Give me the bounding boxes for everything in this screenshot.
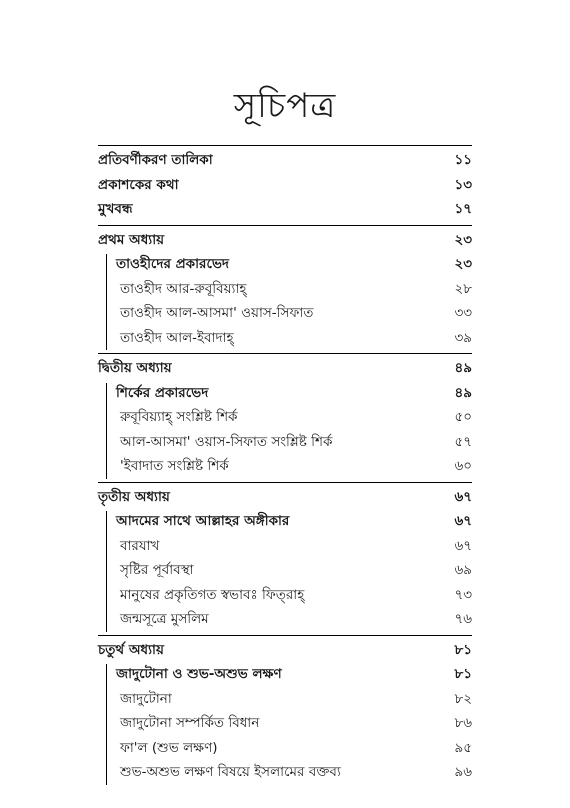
toc-entry[interactable]	[98, 687, 472, 712]
toc-entry[interactable]	[98, 148, 472, 173]
toc-entry-page-number: ২৩	[454, 231, 472, 248]
toc-entry-page-number: ৫০	[454, 409, 472, 425]
toc-entry-title: চতুর্থ অধ্যায়	[98, 641, 164, 658]
toc-entry-title: জন্মসূত্রে মুসলিম	[120, 611, 209, 627]
toc-entry-title: সৃষ্টির পূর্বাবস্থা	[120, 562, 194, 578]
toc-entry-page-number: ৫৭	[454, 433, 472, 450]
toc-entry-page-number: ১৭	[454, 201, 472, 217]
section-divider	[98, 225, 472, 226]
toc-entry-title: মানুষের প্রকৃতিগত স্বভাবঃ ফিত্‌রাহ্	[120, 586, 305, 603]
toc-entry[interactable]	[98, 736, 472, 761]
toc-entry[interactable]	[98, 760, 472, 785]
toc-entry-title: ফা'ল (শুভ লক্ষণ)	[120, 739, 218, 756]
toc-entry[interactable]	[98, 711, 472, 736]
toc-section	[98, 638, 472, 785]
toc-section	[98, 148, 472, 222]
toc-entry-page-number: ৩৯	[454, 329, 472, 346]
toc-entry-page-number: ৬০	[454, 458, 472, 474]
toc-entry-page-number: ৮১	[454, 666, 472, 682]
toc-entry-page-number: ১১	[454, 152, 472, 168]
section-indent-line	[106, 511, 107, 632]
toc-entry-title: দ্বিতীয় অধ্যায়	[98, 360, 172, 376]
toc-entry[interactable]	[98, 197, 472, 222]
toc-entry-page-number: ২৮	[454, 280, 472, 297]
toc-entry-page-number: ৭৬	[454, 611, 472, 627]
toc-entry[interactable]	[98, 534, 472, 559]
toc-entry[interactable]	[98, 454, 472, 479]
table-of-contents	[98, 142, 472, 785]
toc-entry-title: প্রকাশকের কথা	[98, 176, 179, 193]
toc-entry-page-number: ৮৬	[454, 715, 472, 731]
toc-entry-title: প্রতিবর্ণীকরণ তালিকা	[98, 152, 213, 168]
toc-entry-title: জাদুটোনা সম্পর্কিত বিধান	[120, 715, 260, 731]
toc-entry[interactable]	[98, 356, 472, 381]
toc-entry-title: তাওহীদ আল-ইবাদাহ্	[120, 329, 234, 346]
toc-entry[interactable]	[98, 638, 472, 663]
toc-entry-title: মুখবন্ধ	[98, 201, 133, 217]
toc-entry[interactable]	[98, 430, 472, 455]
toc-entry-page-number: ৩৩	[454, 305, 472, 321]
toc-entry-title: শুভ-অশুভ লক্ষণ বিষয়ে ইসলামের বক্তব্য	[120, 764, 341, 780]
toc-entry-title: প্রথম অধ্যায়	[98, 231, 165, 248]
toc-entry-page-number: ৮২	[454, 690, 472, 707]
toc-entry-page-number: ৬৭	[454, 513, 472, 529]
toc-entry-title: শির্কের প্রকারভেদ	[116, 384, 209, 401]
toc-entry-page-number: ৬৭	[454, 488, 472, 505]
toc-entry[interactable]	[98, 662, 472, 687]
toc-entry-title: আল-আসমা' ওয়াস-সিফাত সংশ্লিষ্ট শির্ক	[120, 433, 333, 450]
section-divider	[98, 635, 472, 636]
section-divider	[98, 353, 472, 354]
toc-entry-page-number: ৪৯	[454, 384, 472, 401]
toc-entry-title: তাওহীদের প্রকারভেদ	[116, 256, 230, 272]
toc-entry-title: বারযাখ	[120, 537, 160, 554]
toc-entry[interactable]	[98, 277, 472, 302]
toc-entry-page-number: ৮১	[454, 641, 472, 658]
toc-section	[98, 228, 472, 351]
toc-entry[interactable]	[98, 301, 472, 326]
section-divider	[98, 482, 472, 483]
toc-section	[98, 356, 472, 479]
toc-entry[interactable]	[98, 173, 472, 198]
toc-entry[interactable]	[98, 326, 472, 351]
section-divider	[98, 145, 472, 146]
toc-entry[interactable]	[98, 509, 472, 534]
toc-entry-title: জাদুটোনা	[120, 690, 172, 707]
page-title: সূচিপত্র	[233, 86, 337, 126]
toc-entry[interactable]	[98, 405, 472, 430]
toc-entry-page-number: ২৩	[454, 256, 472, 272]
toc-entry-title: জাদুটোনা ও শুভ-অশুভ লক্ষণ	[116, 666, 282, 682]
toc-entry[interactable]	[98, 228, 472, 253]
toc-entry-title: তৃতীয় অধ্যায়	[98, 488, 170, 505]
section-indent-line	[106, 664, 107, 785]
toc-entry-title: তাওহীদ আর-রুবূবিয়্যাহ্	[120, 280, 247, 297]
toc-section	[98, 485, 472, 632]
toc-entry-page-number: ৬৯	[454, 562, 472, 578]
toc-entry-title: আদমের সাথে আল্লাহর অঙ্গীকার	[116, 513, 290, 529]
toc-entry[interactable]	[98, 558, 472, 583]
toc-entry-title: তাওহীদ আল-আসমা' ওয়াস-সিফাত	[120, 305, 314, 321]
toc-entry-page-number: ৯৬	[454, 764, 472, 780]
toc-entry[interactable]	[98, 607, 472, 632]
section-indent-line	[106, 383, 107, 479]
section-indent-line	[106, 254, 107, 350]
toc-entry[interactable]	[98, 252, 472, 277]
toc-entry[interactable]	[98, 583, 472, 608]
toc-entry-title: 'ইবাদাত সংশ্লিষ্ট শির্ক	[120, 458, 229, 474]
toc-entry[interactable]	[98, 381, 472, 406]
toc-entry[interactable]	[98, 485, 472, 510]
toc-entry-page-number: ৬৭	[454, 537, 472, 554]
toc-entry-page-number: ৪৯	[454, 360, 472, 376]
toc-entry-page-number: ৯৫	[454, 739, 472, 756]
toc-entry-title: রুবূবিয়্যাহ্ সংশ্লিষ্ট শির্ক	[120, 409, 238, 425]
toc-entry-page-number: ১৩	[454, 176, 472, 193]
toc-entry-page-number: ৭৩	[454, 586, 472, 603]
